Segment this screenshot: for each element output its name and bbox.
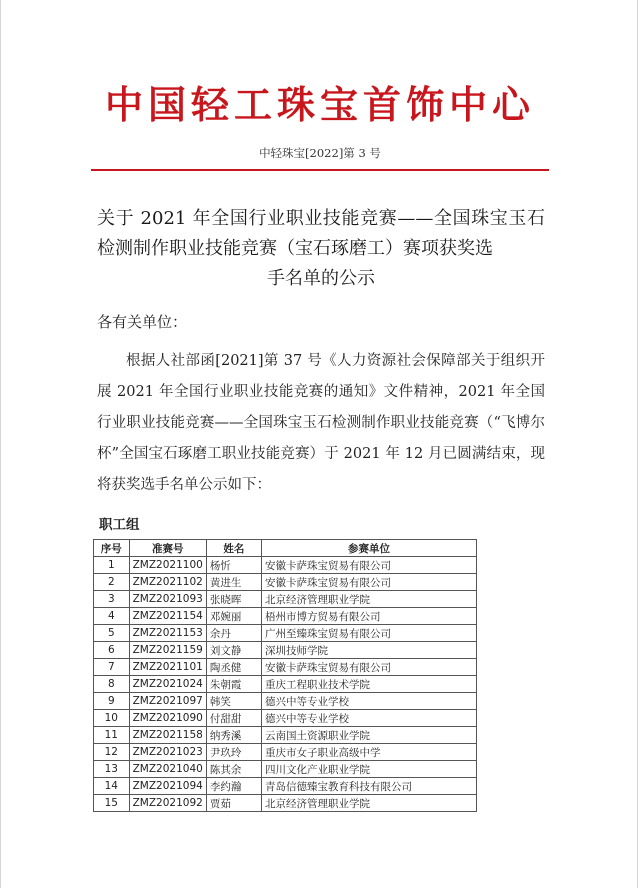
notice-title-line-3: 手名单的公示 — [267, 268, 375, 289]
row-name: 陈其余 — [206, 761, 261, 778]
table-row — [94, 608, 477, 625]
table-body — [94, 557, 477, 812]
table-row — [94, 795, 477, 812]
row-entry-number: ZMZ2021102 — [129, 574, 206, 591]
row-entry-number: ZMZ2021097 — [129, 693, 206, 710]
table-row — [94, 659, 477, 676]
table-row — [94, 778, 477, 795]
group-label: 职工组 — [99, 517, 140, 533]
row-name: 李约瀚 — [206, 778, 261, 795]
table-row — [94, 693, 477, 710]
row-unit: 广州至臻珠宝贸易有限公司 — [262, 625, 477, 642]
document-number: 中轻珠宝[2022]第 3 号 — [259, 146, 381, 160]
row-index: 2 — [94, 574, 130, 591]
table-row — [94, 761, 477, 778]
row-index: 3 — [94, 591, 130, 608]
row-unit: 德兴中等专业学校 — [262, 710, 477, 727]
row-name: 付甜甜 — [206, 710, 261, 727]
table-header-row — [94, 540, 477, 557]
table-row — [94, 676, 477, 693]
org-title: 中国轻工珠宝首饰中心 — [104, 83, 535, 127]
row-name: 黄进生 — [206, 574, 261, 591]
row-index: 6 — [94, 642, 130, 659]
header-unit: 参赛单位 — [262, 540, 477, 557]
row-entry-number: ZMZ2021154 — [129, 608, 206, 625]
row-entry-number: ZMZ2021101 — [129, 659, 206, 676]
table-row — [94, 591, 477, 608]
row-entry-number: ZMZ2021090 — [129, 710, 206, 727]
row-name: 尹玖玲 — [206, 744, 261, 761]
row-entry-number: ZMZ2021158 — [129, 727, 206, 744]
row-unit: 安徽卡萨珠宝贸易有限公司 — [262, 574, 477, 591]
row-name: 余丹 — [206, 625, 261, 642]
row-index: 15 — [94, 795, 130, 812]
row-index: 8 — [94, 676, 130, 693]
table-row — [94, 710, 477, 727]
row-unit: 北京经济管理职业学院 — [262, 795, 477, 812]
row-index: 12 — [94, 744, 130, 761]
row-entry-number: ZMZ2021023 — [129, 744, 206, 761]
row-unit: 重庆工程职业技术学院 — [262, 676, 477, 693]
row-unit: 重庆市女子职业高级中学 — [262, 744, 477, 761]
row-name: 朱朝霞 — [206, 676, 261, 693]
row-unit: 梧州市博方贸易有限公司 — [262, 608, 477, 625]
row-entry-number: ZMZ2021040 — [129, 761, 206, 778]
row-index: 10 — [94, 710, 130, 727]
row-index: 7 — [94, 659, 130, 676]
row-unit: 安徽卡萨珠宝贸易有限公司 — [262, 557, 477, 574]
notice-title-line-2: 石检测制作职业技能竞赛（宝石琢磨工）赛项获奖选 — [97, 208, 546, 259]
row-index: 1 — [94, 557, 130, 574]
row-index: 4 — [94, 608, 130, 625]
row-unit: 德兴中等专业学校 — [262, 693, 477, 710]
row-unit: 云南国土资源职业学院 — [262, 727, 477, 744]
row-name: 贾茹 — [206, 795, 261, 812]
row-entry-number: ZMZ2021093 — [129, 591, 206, 608]
body-paragraph: 根据人社部函[2021]第 37 号《人力资源社会保障部关于组织开展 2021 年全国行业职业技能竞赛的通知》文件精神，2021 年全国行业职业技能竞赛——全国珠宝玉石检测制作职业技能竞赛（“飞博尔杯”全国宝石琢磨工职业技能竞赛）于 2021 年 12 月已圆满结束，现将获奖选手名单公示如下： — [97, 353, 545, 493]
table-row — [94, 574, 477, 591]
row-unit: 深圳技师学院 — [262, 642, 477, 659]
row-unit: 北京经济管理职业学院 — [262, 591, 477, 608]
notice-title — [97, 204, 545, 294]
red-divider — [91, 169, 549, 171]
row-name: 纳秀溪 — [206, 727, 261, 744]
row-index: 13 — [94, 761, 130, 778]
salutation: 各有关单位： — [97, 313, 188, 331]
header-entry-number: 准赛号 — [129, 540, 206, 557]
header-name: 姓名 — [206, 540, 261, 557]
row-entry-number: ZMZ2021024 — [129, 676, 206, 693]
notice-title-line-1: 关于 2021 年全国行业职业技能竞赛——全国珠宝玉 — [97, 208, 528, 229]
row-name: 刘文静 — [206, 642, 261, 659]
row-entry-number: ZMZ2021092 — [129, 795, 206, 812]
row-name: 张晓晖 — [206, 591, 261, 608]
winners-table — [93, 539, 477, 812]
row-name: 韩笑 — [206, 693, 261, 710]
row-entry-number: ZMZ2021159 — [129, 642, 206, 659]
table-row — [94, 727, 477, 744]
row-name: 陶丞健 — [206, 659, 261, 676]
table-row — [94, 557, 477, 574]
row-name: 邓婉丽 — [206, 608, 261, 625]
row-index: 5 — [94, 625, 130, 642]
header-index: 序号 — [94, 540, 130, 557]
row-name: 杨忻 — [206, 557, 261, 574]
row-entry-number: ZMZ2021100 — [129, 557, 206, 574]
row-entry-number: ZMZ2021153 — [129, 625, 206, 642]
table-row — [94, 625, 477, 642]
row-index: 11 — [94, 727, 130, 744]
row-unit: 青岛信德臻宝教育科技有限公司 — [262, 778, 477, 795]
row-unit: 安徽卡萨珠宝贸易有限公司 — [262, 659, 477, 676]
row-entry-number: ZMZ2021094 — [129, 778, 206, 795]
row-unit: 四川文化产业职业学院 — [262, 761, 477, 778]
row-index: 9 — [94, 693, 130, 710]
row-index: 14 — [94, 778, 130, 795]
table-row — [94, 642, 477, 659]
table-row — [94, 744, 477, 761]
